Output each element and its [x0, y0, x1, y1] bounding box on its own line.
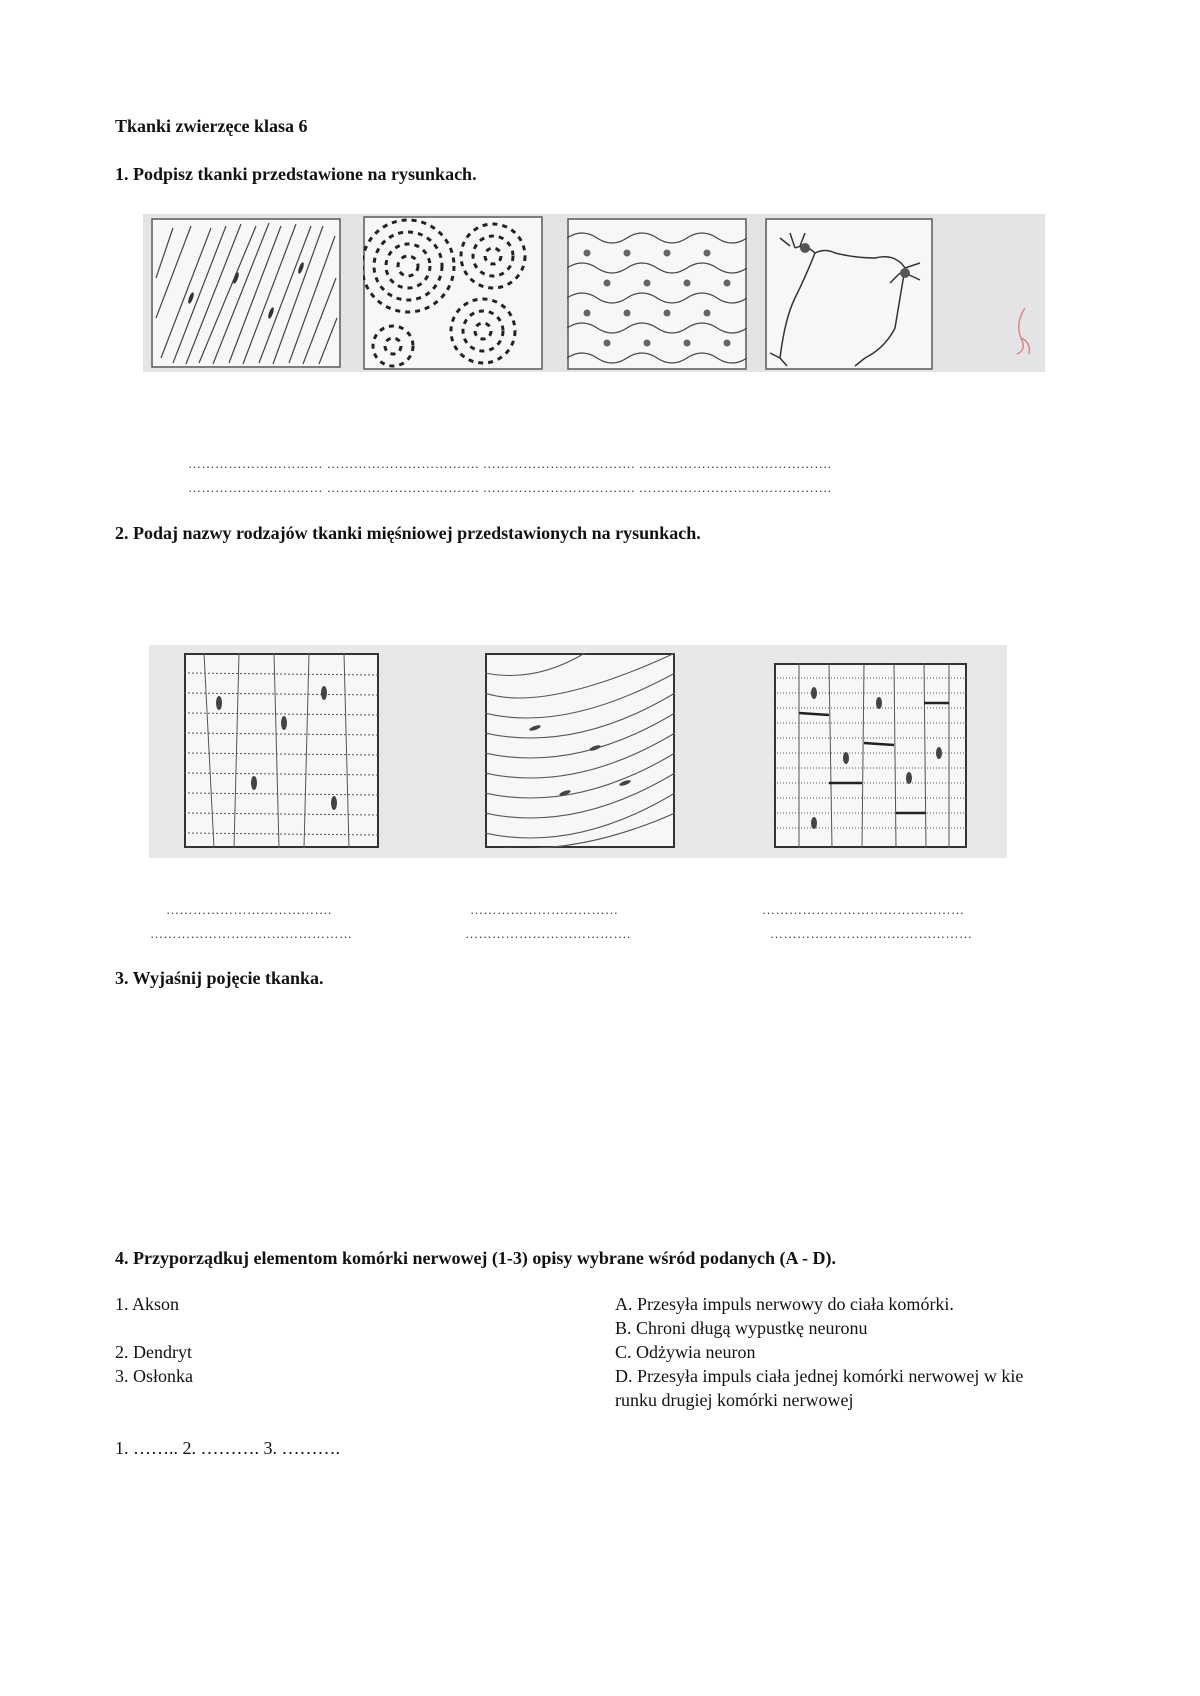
q4-option-c: C. Odżywia neuron — [615, 1342, 756, 1362]
cardiac-muscle-drawing — [774, 663, 967, 848]
q1-answer-line-2[interactable]: ………………………… ……………………………. ……………………………. ……………………………………. — [188, 480, 832, 495]
connective-bone-tissue-drawing — [363, 216, 543, 370]
q2-answer-3-bottom[interactable]: ……………………………………… — [770, 926, 973, 941]
page-title: Tkanki zwierzęce klasa 6 — [115, 116, 308, 136]
skeletal-muscle-drawing — [184, 653, 379, 848]
question-2-heading: 2. Podaj nazwy rodzajów tkanki mięśniowej przedstawionych na rysunkach. — [115, 523, 701, 543]
question-4-heading: 4. Przyporządkuj elementom komórki nerwowej (1-3) opisy wybrane wśród podanych (A - D). — [115, 1248, 836, 1268]
q1-image-strip — [143, 214, 1045, 372]
q4-answer-line[interactable]: 1. …….. 2. ………. 3. ………. — [115, 1438, 340, 1458]
q4-item-oslonka: 3. Osłonka — [115, 1366, 193, 1386]
q2-image-strip — [149, 645, 1007, 858]
q4-option-b: B. Chroni długą wypustkę neuronu — [615, 1318, 868, 1338]
question-1-heading: 1. Podpisz tkanki przedstawione na rysunkach. — [115, 164, 477, 184]
epithelial-tissue-drawing — [567, 218, 747, 370]
q4-option-d-continued: runku drugiej komórki nerwowej — [615, 1390, 854, 1410]
q4-option-d: D. Przesyła impuls ciała jednej komórki nerwowej w kie — [615, 1366, 1024, 1386]
q2-answer-2-top[interactable]: …………………………… — [470, 902, 619, 917]
q4-item-akson: 1. Akson — [115, 1294, 180, 1314]
q2-answer-3-top[interactable]: ……………………………………… — [762, 902, 965, 917]
question-3-heading: 3. Wyjaśnij pojęcie tkanka. — [115, 968, 324, 988]
smooth-muscle-drawing — [485, 653, 675, 848]
q1-answer-line-1[interactable]: ………………………… ……………………………. ……………………………. ……………………………………. — [188, 456, 832, 471]
smooth-muscle-tissue-drawing — [151, 218, 341, 368]
q2-answer-2-bottom[interactable]: ………………………………. — [465, 926, 631, 941]
q2-answer-1-top[interactable]: ………………………………. — [166, 902, 332, 917]
q4-item-dendryt: 2. Dendryt — [115, 1342, 192, 1362]
nerve-tissue-drawing — [765, 218, 933, 370]
teacher-mark — [1011, 298, 1033, 358]
q4-option-a: A. Przesyła impuls nerwowy do ciała komórki. — [615, 1294, 954, 1314]
q2-answer-1-bottom[interactable]: ……………………………………… — [150, 926, 353, 941]
